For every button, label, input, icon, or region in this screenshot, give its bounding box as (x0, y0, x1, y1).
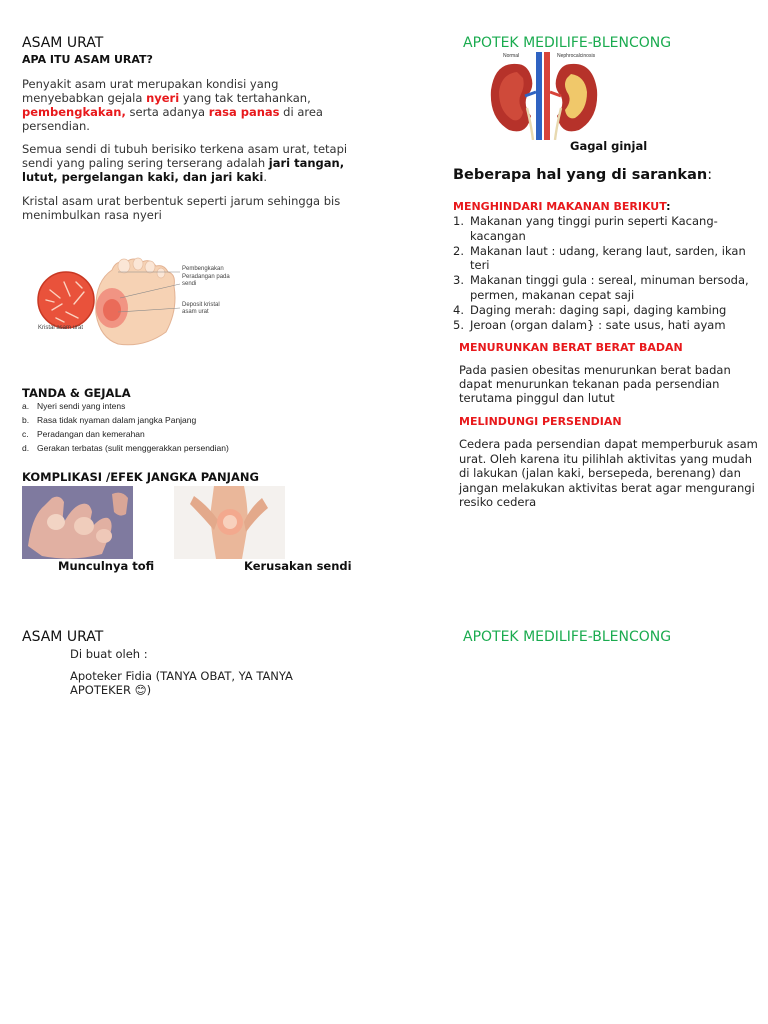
food-item (453, 214, 753, 244)
symptom-text: Rasa tidak nyaman dalam jangka Panjang (37, 415, 197, 425)
food-item (453, 244, 753, 274)
kidney-caption: Gagal ginjal (570, 139, 648, 153)
intro-text: di area persendian. (22, 105, 323, 133)
food-item (453, 273, 753, 303)
complications-title: KOMPLIKASI /EFEK JANGKA PANJANG (22, 470, 259, 484)
food-heading-colon: : (666, 200, 671, 213)
made-by-label: Di buat oleh : (70, 647, 148, 661)
list-marker: c. (22, 429, 29, 439)
symptom-item (22, 429, 362, 443)
symptoms-title: TANDA & GEJALA (22, 386, 131, 400)
list-marker: d. (22, 443, 30, 453)
list-number: 3. (453, 273, 464, 288)
protect-paragraph: Cedera pada persendian dapat memperburuk asam urat. Oleh karena itu pilihlah aktivitas yang mudah di lakukan (jalan kaki, bersepeda, berenang) dan jangan melakukan aktivitas berat agar mengurangi resiko cedera (459, 437, 758, 510)
advice-title-colon: : (707, 167, 713, 183)
kidney-illustration (487, 52, 601, 140)
list-number: 1. (453, 214, 464, 228)
page2-title: ASAM URAT (22, 629, 104, 645)
joints-text: . (263, 170, 268, 184)
weight-heading: MENURUNKAN BERAT BERAT BADAN (459, 341, 683, 354)
food-text: Makanan laut : udang, kerang laut, sarden, ikan teri (470, 243, 746, 273)
joints-text: Semua sendi di tubuh berisiko terkena asam urat, tetapi sendi yang paling sering terserang adalah (22, 142, 348, 170)
list-number: 4. (453, 302, 464, 317)
label-swelling: Pembengkakan (182, 266, 224, 272)
label-crystal: Kristal asam urat (38, 325, 84, 331)
joints-bold: jari tangan, lutut, pergelangan kaki, dan jari kaki (22, 156, 345, 184)
food-text: Jeroan (organ dalam} : sate usus, hati ayam (470, 317, 726, 332)
section-subtitle: APA ITU ASAM URAT? (22, 53, 153, 66)
intro-text: serta adanya (125, 105, 209, 119)
author-text: Apoteker Fidia (TANYA OBAT, YA TANYA APOTEKER 😊) (70, 669, 293, 697)
symptom-item (22, 415, 362, 429)
caption-tofi: Munculnya tofi (58, 559, 155, 573)
list-marker: a. (22, 401, 30, 411)
food-text: Makanan tinggi gula : sereal, minuman bersoda, permen, makanan cepat saji (470, 273, 749, 302)
caption-joint-damage: Kerusakan sendi (244, 559, 352, 573)
symptom-item (22, 401, 362, 415)
tofi-photo (22, 486, 133, 559)
joint-damage-photo (174, 486, 285, 559)
food-item (453, 303, 753, 318)
advice-title (453, 167, 712, 183)
crystal-paragraph: Kristal asam urat berbentuk seperti jarum sehingga bis menimbulkan rasa nyeri (22, 194, 341, 222)
highlight-rasa-panas: rasa panas (208, 105, 280, 119)
intro-paragraph (22, 77, 342, 133)
page-title: ASAM URAT (22, 35, 104, 51)
kidney-label-hydro: Nephrocalcinosis (557, 53, 596, 59)
food-heading-text: MENGHINDARI MAKANAN BERIKUT (453, 200, 667, 213)
pharmacy-brand: APOTEK MEDILIFE-BLENCONG (463, 35, 672, 51)
food-heading (453, 200, 671, 213)
food-text: Daging merah: daging sapi, daging kambing (470, 302, 727, 317)
highlight-nyeri: nyeri (146, 91, 180, 105)
symptom-text: Nyeri sendi yang intens (37, 401, 126, 411)
page2-brand: APOTEK MEDILIFE-BLENCONG (463, 629, 672, 645)
highlight-pembengkakan: pembengkakan, (22, 105, 126, 119)
label-deposit: Deposit kristal asam urat (182, 302, 220, 315)
kidney-label-normal: Normal (503, 53, 520, 59)
list-marker: b. (22, 415, 30, 425)
foods-list (453, 214, 753, 332)
symptoms-list (22, 401, 362, 457)
weight-paragraph: Pada pasien obesitas menurunkan berat badan dapat menurunkan tekanan pada persendian terutama pinggul dan lutut (459, 363, 731, 405)
symptom-item (22, 443, 362, 457)
list-number: 2. (453, 243, 464, 258)
intro-text: Penyakit asam urat merupakan kondisi yang menyebabkan gejala (22, 77, 279, 105)
list-number: 5. (453, 317, 464, 332)
symptom-text: Gerakan terbatas (sulit menggerakkan persendian) (37, 443, 229, 453)
food-item (453, 318, 753, 333)
advice-title-text: Beberapa hal yang di sarankan (453, 167, 708, 183)
protect-heading: MELINDUNGI PERSENDIAN (459, 415, 622, 428)
label-inflammation: Peradangan pada sendi (182, 274, 230, 287)
joints-paragraph (22, 142, 357, 184)
intro-text: yang tak tertahankan, (179, 91, 311, 105)
symptom-text: Peradangan dan kemerahan (37, 429, 145, 439)
food-text: Makanan yang tinggi purin seperti Kacang-kacangan (470, 214, 718, 243)
